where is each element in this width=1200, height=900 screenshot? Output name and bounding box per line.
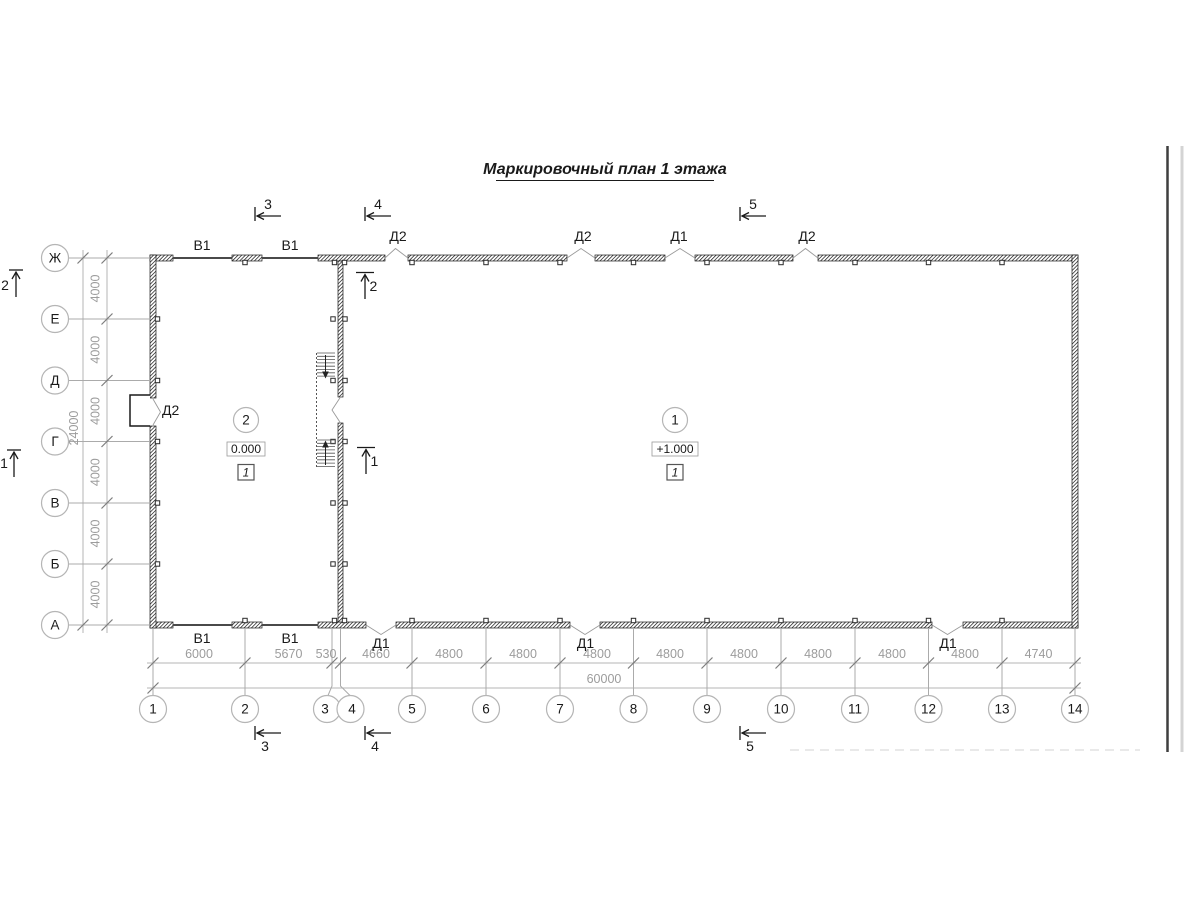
dim-text: 4000 <box>88 580 103 609</box>
door-label: Д1 <box>670 228 688 244</box>
dim-text: 4800 <box>656 647 684 661</box>
section-marker <box>356 273 378 300</box>
entrance-porch <box>130 395 150 426</box>
section-marker <box>740 196 766 221</box>
opening-labels <box>162 228 957 651</box>
dim-text: 5670 <box>274 647 303 661</box>
dim-text: 4800 <box>435 647 463 661</box>
door-break <box>567 249 595 259</box>
row-bubble-label: Д <box>50 373 60 388</box>
grid-row-marker <box>42 490 151 517</box>
dim-text: 530 <box>315 647 337 661</box>
row-bubble-label: Е <box>50 311 60 327</box>
room-type: 1 <box>242 465 250 480</box>
grid-column-marker <box>399 696 426 723</box>
dim-text: 4000 <box>88 274 103 303</box>
col-bubble-label: 4 <box>348 701 356 717</box>
row-bubble-label: Ж <box>48 250 62 266</box>
window-label: В1 <box>193 630 211 646</box>
stair-up-arrow-icon <box>322 441 329 448</box>
dim-text: 6000 <box>185 647 213 661</box>
col-bubble-label: 5 <box>408 701 416 717</box>
door-break <box>332 397 341 423</box>
grid-row-marker <box>42 306 151 333</box>
room-marker-hall <box>652 408 698 481</box>
col-bubble-label: 9 <box>703 701 711 717</box>
door-break <box>153 399 161 425</box>
col-bubble-label: 10 <box>773 701 789 717</box>
row-bubble-label: В <box>50 495 60 511</box>
window-label: В1 <box>193 237 211 253</box>
door-break <box>793 249 818 259</box>
dim-text: 4000 <box>88 519 103 548</box>
section-number: 3 <box>261 738 269 754</box>
door-label: Д2 <box>389 228 407 244</box>
dim-text: 4740 <box>1024 647 1053 661</box>
door-break <box>570 625 600 635</box>
col-bubble-label: 11 <box>847 701 863 717</box>
section-marker <box>365 196 391 221</box>
section-number: 2 <box>369 278 378 294</box>
grid-row-marker <box>42 551 151 578</box>
section-marker <box>365 726 391 754</box>
dim-text: 4800 <box>583 647 611 661</box>
row-bubble-label: А <box>50 617 60 633</box>
section-marker <box>255 726 281 754</box>
section-number: 3 <box>264 196 272 212</box>
row-bubble-label: Б <box>50 556 60 572</box>
room-marker-annex <box>227 408 265 481</box>
grid-column-marker <box>694 696 721 723</box>
room-level: +1.000 <box>656 442 694 456</box>
section-number: 2 <box>1 277 9 293</box>
col-bubble-label: 7 <box>556 701 564 717</box>
dim-text: 4000 <box>88 335 103 364</box>
grid-column-marker <box>842 696 869 723</box>
grid-column-marker <box>547 696 574 723</box>
section-marker <box>255 196 281 221</box>
dim-text: 4800 <box>804 647 832 661</box>
col-bubble-label: 13 <box>994 701 1010 717</box>
section-number: 1 <box>370 453 379 469</box>
dim-text: 4000 <box>88 397 103 425</box>
grid-row-marker <box>42 367 151 394</box>
door-break <box>932 625 963 635</box>
row-axis-markers <box>42 245 151 639</box>
section-marker <box>1 270 23 297</box>
grid-column-marker <box>915 696 942 723</box>
grid-row-marker <box>42 428 151 455</box>
grid-column-marker <box>140 696 167 723</box>
door-label: Д2 <box>574 228 592 244</box>
window-label: В1 <box>281 237 299 253</box>
room-level: 0.000 <box>230 442 262 456</box>
section-markers-top <box>255 196 766 221</box>
grid-column-marker <box>473 696 500 723</box>
section-marker <box>357 448 379 475</box>
dim-text: 4800 <box>951 647 979 661</box>
sheet-frame-edge <box>790 146 1182 752</box>
grid-row-marker <box>42 612 151 639</box>
page-title: Маркировочный план 1 этажа <box>483 161 727 178</box>
col-bubble-label: 12 <box>920 701 937 717</box>
dim-text: 4800 <box>509 647 537 661</box>
col-bubble-label: 2 <box>241 701 249 717</box>
section-number: 5 <box>749 196 757 212</box>
grid-row-marker <box>42 245 151 272</box>
dim-total-text: 24000 <box>67 410 81 446</box>
room-number: 1 <box>671 412 679 428</box>
dim-total-text: 60000 <box>586 672 622 686</box>
door-label: Д2 <box>798 228 816 244</box>
dim-text: 4000 <box>88 458 103 487</box>
dim-text: 4800 <box>730 647 758 661</box>
room-type: 1 <box>671 465 679 480</box>
dim-text: 4800 <box>878 647 906 661</box>
grid-column-marker <box>989 696 1016 723</box>
section-markers-left <box>0 270 23 477</box>
dim-text: 4660 <box>362 647 390 661</box>
section-marker <box>0 450 21 477</box>
grid-column-marker <box>1062 696 1089 723</box>
section-number: 4 <box>374 196 382 212</box>
door-label: Д1 <box>576 635 595 651</box>
col-bubble-label: 6 <box>482 701 490 717</box>
structural-columns <box>155 260 1004 622</box>
door-label: Д2 <box>162 402 180 418</box>
section-number: 4 <box>371 738 379 754</box>
grid-column-marker <box>768 696 795 723</box>
section-markers-internal <box>356 273 379 475</box>
col-bubble-label: 14 <box>1067 701 1083 717</box>
section-number: 1 <box>0 455 8 471</box>
room-number: 2 <box>242 412 250 428</box>
door-label: Д1 <box>939 635 957 651</box>
section-markers-bottom <box>255 726 766 754</box>
section-marker <box>740 726 766 754</box>
door-label: Д1 <box>372 635 390 651</box>
door-break <box>665 249 695 259</box>
row-bubble-label: Г <box>51 434 59 449</box>
door-break <box>385 249 408 259</box>
drawing-title <box>483 161 727 181</box>
window-label: В1 <box>281 630 299 646</box>
grid-column-marker <box>620 696 647 723</box>
col-bubble-label: 8 <box>629 701 638 717</box>
col-bubble-label: 1 <box>149 701 157 717</box>
section-number: 5 <box>746 738 754 754</box>
building-walls <box>130 249 1078 635</box>
grid-column-marker <box>232 696 259 723</box>
grid-column-marker <box>337 696 364 723</box>
door-break <box>366 625 396 635</box>
col-bubble-label: 3 <box>321 701 329 717</box>
stair-down-arrow-icon <box>322 372 329 379</box>
